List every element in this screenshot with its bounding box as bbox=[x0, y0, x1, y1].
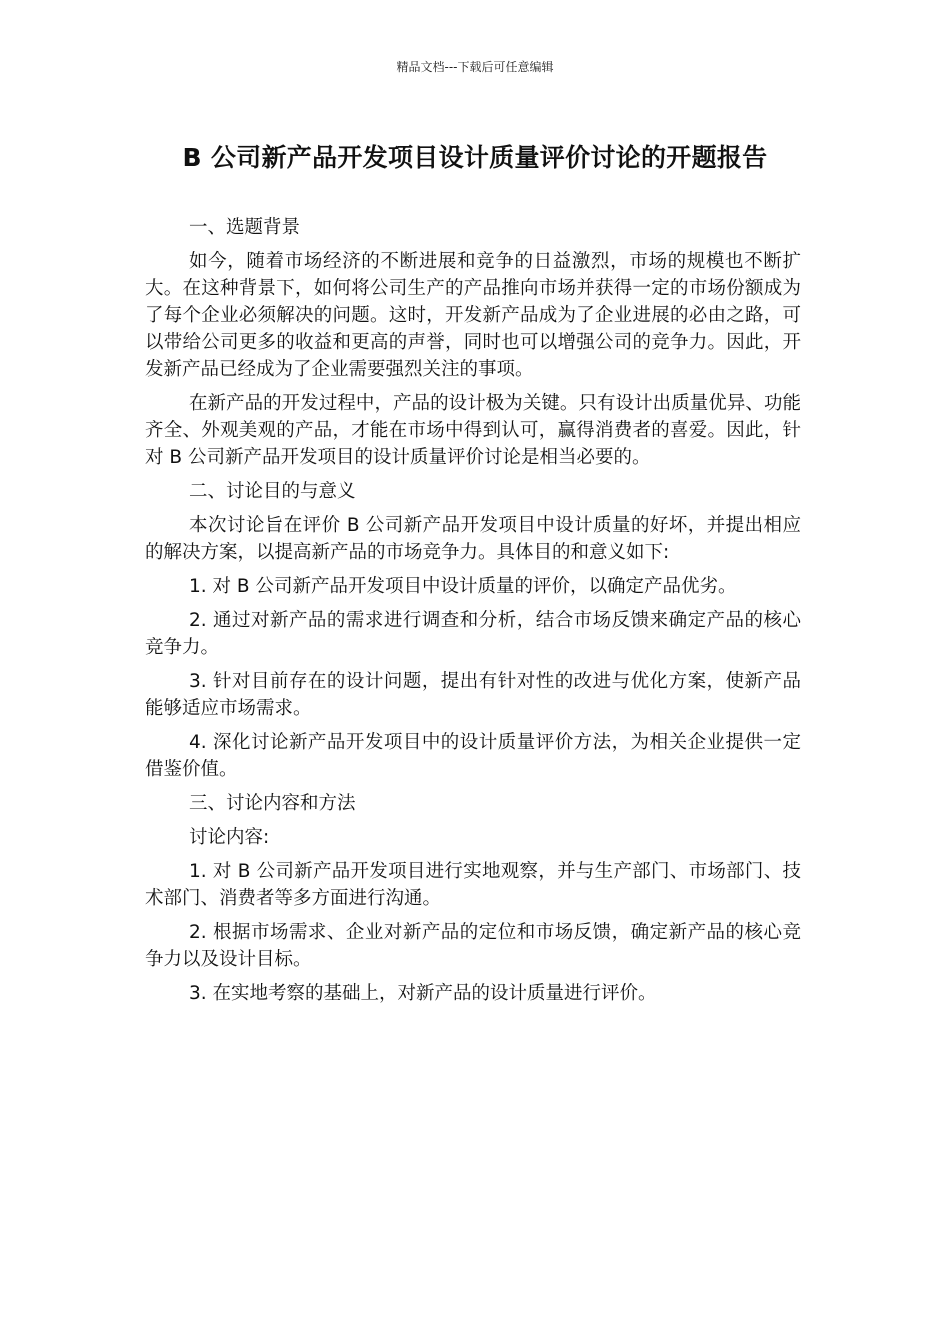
document-body bbox=[145, 214, 801, 1014]
paragraph: 在新产品的开发过程中，产品的设计极为关键。只有设计出质量优异、功能齐全、外观美观的产品，才能在市场中得到认可，赢得消费者的喜爱。因此，针对 B 公司新产品开发项目的设计质量评价讨论是相当必要的。 bbox=[145, 393, 801, 468]
section-heading: 一、选题背景 bbox=[189, 217, 301, 238]
list-item: 2. 通过对新产品的需求进行调查和分析，结合市场反馈来确定产品的核心竞争力。 bbox=[145, 610, 801, 658]
list-item: 4. 深化讨论新产品开发项目中的设计质量评价方法，为相关企业提供一定借鉴价值。 bbox=[145, 732, 801, 780]
document-title: B 公司新产品开发项目设计质量评价讨论的开题报告 bbox=[182, 143, 768, 172]
list-item: 2. 根据市场需求、企业对新产品的定位和市场反馈，确定新产品的核心竞争力以及设计目标。 bbox=[145, 922, 801, 970]
subheading: 讨论内容: bbox=[189, 827, 270, 848]
paragraph: 如今，随着市场经济的不断进展和竞争的日益激烈，市场的规模也不断扩大。在这种背景下，如何将公司生产的产品推向市场并获得一定的市场份额成为了每个企业必须解决的问题。这时，开发新产品成为了企业进展的必由之路，可以带给公司更多的收益和更高的声誉，同时也可以增强公司的竞争力。因此，开发新产品已经成为了企业需要强烈关注的事项。 bbox=[145, 251, 801, 380]
section-heading: 二、讨论目的与意义 bbox=[189, 481, 356, 502]
page-header: 精品文档---下载后可任意编辑 bbox=[396, 60, 554, 74]
list-item: 1. 对 B 公司新产品开发项目进行实地观察，并与生产部门、市场部门、技术部门、消费者等多方面进行沟通。 bbox=[145, 861, 801, 909]
list-item: 1. 对 B 公司新产品开发项目中设计质量的评价，以确定产品优劣。 bbox=[189, 576, 737, 597]
list-item: 3. 在实地考察的基础上，对新产品的设计质量进行评价。 bbox=[189, 983, 657, 1004]
list-item: 3. 针对目前存在的设计问题，提出有针对性的改进与优化方案，使新产品能够适应市场需求。 bbox=[145, 671, 801, 719]
section-background bbox=[145, 214, 801, 471]
section-heading: 三、讨论内容和方法 bbox=[189, 793, 356, 814]
section-purpose bbox=[145, 478, 801, 783]
paragraph: 本次讨论旨在评价 B 公司新产品开发项目中设计质量的好坏，并提出相应的解决方案，以提高新产品的市场竞争力。具体目的和意义如下: bbox=[145, 515, 801, 563]
section-content-method bbox=[145, 790, 801, 1007]
